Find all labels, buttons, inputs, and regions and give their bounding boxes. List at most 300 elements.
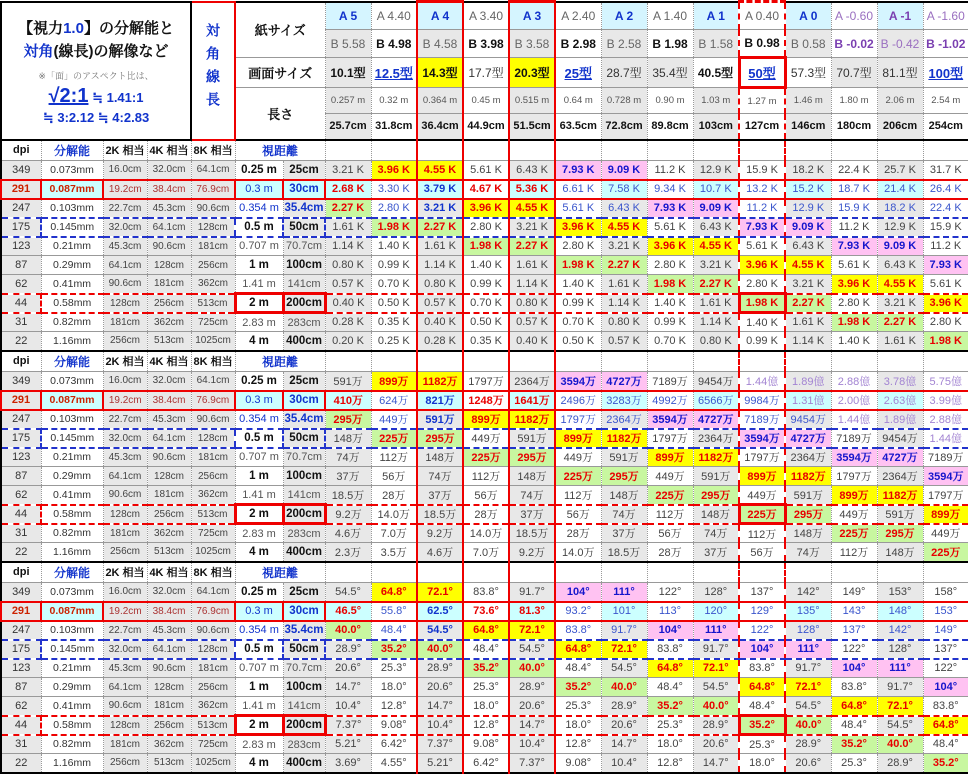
dpi-row6: 62	[1, 697, 41, 716]
cell-viewing-angle-r7-c3: 12.8°	[463, 716, 509, 735]
equiv-2k-row5: 64.1cm	[103, 256, 147, 275]
distance-cm-row3: 50cm	[283, 429, 325, 448]
equiv-2k-row5: 64.1cm	[103, 678, 147, 697]
cell-diagonal-resolution-k-r4-c4: 2.27 K	[509, 237, 555, 256]
cell-viewing-angle-r9-c7: 12.8°	[647, 754, 693, 773]
cell-viewing-angle-r0-c13: 158°	[923, 583, 968, 602]
distance-cm-row7: 200cm	[283, 505, 325, 524]
block2-header-spacer	[417, 562, 463, 583]
cell-diagonal-resolution-k-r3-c3: 2.80 K	[463, 218, 509, 237]
equiv-4k-row1: 38.4cm	[147, 180, 191, 199]
equiv-2k-row7: 128cm	[103, 294, 147, 313]
cell-pixel-count-r1-c13: 3.99億	[923, 391, 968, 410]
distance-cm-row5: 100cm	[283, 256, 325, 275]
equiv-8k-row6: 362cm	[191, 697, 235, 716]
distance-m-row4: 0.707 m	[235, 448, 283, 467]
resolution-row5: 0.29mm	[41, 256, 103, 275]
paper-b-col7: B 1.98	[647, 30, 693, 58]
cell-diagonal-resolution-k-r5-c2: 1.14 K	[417, 256, 463, 275]
distance-cm-row6: 141cm	[283, 697, 325, 716]
equiv-8k-row1: 76.9cm	[191, 180, 235, 199]
cell-pixel-count-r5-c1: 56万	[371, 467, 417, 486]
cell-diagonal-resolution-k-r0-c2: 4.55 K	[417, 161, 463, 180]
distance-m-row0: 0.25 m	[235, 583, 283, 602]
cell-pixel-count-r5-c8: 591万	[693, 467, 739, 486]
cell-diagonal-resolution-k-r5-c4: 1.61 K	[509, 256, 555, 275]
cell-viewing-angle-r1-c12: 148°	[877, 602, 923, 621]
equiv-2k-row0: 16.0cm	[103, 372, 147, 391]
acuity-value: 1.0	[63, 20, 84, 37]
cell-pixel-count-r2-c8: 4727万	[693, 410, 739, 429]
cell-pixel-count-r9-c1: 3.5万	[371, 543, 417, 562]
cell-pixel-count-r7-c4: 37万	[509, 505, 555, 524]
cell-diagonal-resolution-k-r3-c0: 1.61 K	[325, 218, 371, 237]
block2-header-spacer	[555, 562, 601, 583]
resolution-row7: 0.58mm	[41, 716, 103, 735]
cell-viewing-angle-r9-c12: 28.9°	[877, 754, 923, 773]
cell-diagonal-resolution-k-r1-c7: 9.34 K	[647, 180, 693, 199]
paper-a-col10: A 0	[785, 2, 831, 30]
screen-size-col6: 28.7型	[601, 58, 647, 88]
cell-diagonal-resolution-k-r8-c5: 0.70 K	[555, 313, 601, 332]
paper-b-col1: B 4.98	[371, 30, 417, 58]
paper-size-label: 紙サイズ	[235, 2, 325, 58]
resolution-row0: 0.073mm	[41, 161, 103, 180]
cell-pixel-count-r4-c13: 7189万	[923, 448, 968, 467]
cell-diagonal-resolution-k-r0-c13: 31.7 K	[923, 161, 968, 180]
cell-diagonal-resolution-k-r4-c13: 11.2 K	[923, 237, 968, 256]
equiv-4k-row1: 38.4cm	[147, 391, 191, 410]
cell-pixel-count-r5-c10: 1182万	[785, 467, 831, 486]
cell-diagonal-resolution-k-r2-c12: 18.2 K	[877, 199, 923, 218]
cell-diagonal-resolution-k-r6-c2: 0.80 K	[417, 275, 463, 294]
col-header-8k: 8K 相当	[191, 562, 235, 583]
length-cm-col4: 51.5cm	[509, 114, 555, 140]
cell-viewing-angle-r7-c8: 28.9°	[693, 716, 739, 735]
block2-header-spacer	[693, 562, 739, 583]
cell-viewing-angle-r9-c9: 18.0°	[739, 754, 785, 773]
cell-viewing-angle-r2-c2: 54.5°	[417, 621, 463, 640]
block1-header-spacer	[877, 351, 923, 372]
cell-diagonal-resolution-k-r3-c10: 9.09 K	[785, 218, 831, 237]
equiv-2k-row2: 22.7cm	[103, 199, 147, 218]
distance-cm-row5: 100cm	[283, 678, 325, 697]
cell-viewing-angle-r7-c4: 14.7°	[509, 716, 555, 735]
cell-diagonal-resolution-k-r1-c10: 15.2 K	[785, 180, 831, 199]
equiv-8k-row5: 256cm	[191, 467, 235, 486]
equiv-2k-row3: 32.0cm	[103, 640, 147, 659]
cell-viewing-angle-r8-c0: 5.21°	[325, 735, 371, 754]
cell-viewing-angle-r2-c3: 64.8°	[463, 621, 509, 640]
cell-diagonal-resolution-k-r9-c0: 0.20 K	[325, 332, 371, 351]
distance-m-row4: 0.707 m	[235, 659, 283, 678]
cell-diagonal-resolution-k-r5-c3: 1.40 K	[463, 256, 509, 275]
cell-diagonal-resolution-k-r3-c12: 12.9 K	[877, 218, 923, 237]
block1-header-spacer	[739, 351, 785, 372]
cell-pixel-count-r2-c7: 3594万	[647, 410, 693, 429]
distance-cm-row0: 25cm	[283, 161, 325, 180]
cell-viewing-angle-r3-c1: 35.2°	[371, 640, 417, 659]
resolution-row6: 0.41mm	[41, 275, 103, 294]
cell-viewing-angle-r9-c2: 5.21°	[417, 754, 463, 773]
cell-viewing-angle-r7-c12: 54.5°	[877, 716, 923, 735]
cell-diagonal-resolution-k-r5-c5: 1.98 K	[555, 256, 601, 275]
screen-size-col3: 17.7型	[463, 58, 509, 88]
cell-pixel-count-r9-c12: 148万	[877, 543, 923, 562]
cell-pixel-count-r1-c10: 1.31億	[785, 391, 831, 410]
distance-m-row3: 0.5 m	[235, 218, 283, 237]
cell-viewing-angle-r8-c13: 48.4°	[923, 735, 968, 754]
cell-pixel-count-r0-c4: 2364万	[509, 372, 555, 391]
cell-viewing-angle-r2-c5: 83.8°	[555, 621, 601, 640]
equiv-2k-row1: 19.2cm	[103, 180, 147, 199]
cell-viewing-angle-r4-c2: 28.9°	[417, 659, 463, 678]
distance-cm-row7: 200cm	[283, 716, 325, 735]
paper-a-col0: A 5	[325, 2, 371, 30]
cell-diagonal-resolution-k-r2-c4: 4.55 K	[509, 199, 555, 218]
cell-diagonal-resolution-k-r7-c4: 0.80 K	[509, 294, 555, 313]
cell-diagonal-resolution-k-r5-c7: 2.80 K	[647, 256, 693, 275]
cell-viewing-angle-r6-c11: 64.8°	[831, 697, 877, 716]
paper-b-col8: B 1.58	[693, 30, 739, 58]
cell-diagonal-resolution-k-r1-c4: 5.36 K	[509, 180, 555, 199]
col-header-dpi: dpi	[1, 562, 41, 583]
cell-pixel-count-r8-c7: 56万	[647, 524, 693, 543]
equiv-4k-row6: 181cm	[147, 697, 191, 716]
cell-viewing-angle-r5-c12: 91.7°	[877, 678, 923, 697]
distance-cm-row3: 50cm	[283, 218, 325, 237]
distance-m-row1: 0.3 m	[235, 602, 283, 621]
cell-pixel-count-r8-c1: 7.0万	[371, 524, 417, 543]
screen-size-col5: 25型	[555, 58, 601, 88]
cell-pixel-count-r1-c0: 410万	[325, 391, 371, 410]
block1-header-spacer	[647, 351, 693, 372]
equiv-8k-row4: 181cm	[191, 237, 235, 256]
cell-viewing-angle-r7-c5: 18.0°	[555, 716, 601, 735]
dpi-row3: 175	[1, 218, 41, 237]
cell-viewing-angle-r0-c1: 64.8°	[371, 583, 417, 602]
dpi-row6: 62	[1, 486, 41, 505]
equiv-2k-row6: 90.6cm	[103, 697, 147, 716]
dpi-row2: 247	[1, 199, 41, 218]
distance-m-row5: 1 m	[235, 678, 283, 697]
cell-viewing-angle-r5-c8: 54.5°	[693, 678, 739, 697]
distance-cm-row3: 50cm	[283, 640, 325, 659]
resolution-row0: 0.073mm	[41, 372, 103, 391]
cell-diagonal-resolution-k-r4-c3: 1.98 K	[463, 237, 509, 256]
cell-viewing-angle-r4-c7: 64.8°	[647, 659, 693, 678]
cell-pixel-count-r7-c11: 449万	[831, 505, 877, 524]
dpi-row8: 31	[1, 524, 41, 543]
cell-pixel-count-r7-c6: 74万	[601, 505, 647, 524]
cell-diagonal-resolution-k-r5-c12: 6.43 K	[877, 256, 923, 275]
cell-diagonal-resolution-k-r2-c11: 15.9 K	[831, 199, 877, 218]
cell-pixel-count-r0-c12: 3.78億	[877, 372, 923, 391]
block0-header-spacer	[877, 140, 923, 161]
cell-viewing-angle-r2-c12: 142°	[877, 621, 923, 640]
cell-diagonal-resolution-k-r2-c6: 6.43 K	[601, 199, 647, 218]
cell-diagonal-resolution-k-r1-c1: 3.30 K	[371, 180, 417, 199]
dpi-row0: 349	[1, 161, 41, 180]
resolution-row6: 0.41mm	[41, 486, 103, 505]
block2-header-spacer	[371, 562, 417, 583]
cell-pixel-count-r8-c5: 28万	[555, 524, 601, 543]
cell-diagonal-resolution-k-r2-c5: 5.61 K	[555, 199, 601, 218]
cell-diagonal-resolution-k-r8-c11: 1.98 K	[831, 313, 877, 332]
cell-pixel-count-r1-c5: 2496万	[555, 391, 601, 410]
cell-diagonal-resolution-k-r6-c11: 3.96 K	[831, 275, 877, 294]
cell-viewing-angle-r4-c6: 54.5°	[601, 659, 647, 678]
equiv-8k-row8: 725cm	[191, 735, 235, 754]
screen-size-col10: 57.3型	[785, 58, 831, 88]
cell-diagonal-resolution-k-r6-c1: 0.70 K	[371, 275, 417, 294]
cell-viewing-angle-r3-c0: 28.9°	[325, 640, 371, 659]
cell-diagonal-resolution-k-r9-c13: 1.98 K	[923, 332, 968, 351]
cell-viewing-angle-r7-c1: 9.08°	[371, 716, 417, 735]
equiv-2k-row9: 256cm	[103, 754, 147, 773]
equiv-8k-row0: 64.1cm	[191, 583, 235, 602]
cell-viewing-angle-r4-c13: 122°	[923, 659, 968, 678]
distance-cm-row1: 30cm	[283, 391, 325, 410]
cell-viewing-angle-r5-c11: 83.8°	[831, 678, 877, 697]
title-box	[1, 2, 191, 140]
cell-diagonal-resolution-k-r5-c10: 4.55 K	[785, 256, 831, 275]
cell-viewing-angle-r9-c4: 7.37°	[509, 754, 555, 773]
cell-diagonal-resolution-k-r4-c7: 3.96 K	[647, 237, 693, 256]
equiv-2k-row1: 19.2cm	[103, 602, 147, 621]
cell-diagonal-resolution-k-r9-c11: 1.40 K	[831, 332, 877, 351]
cell-diagonal-resolution-k-r0-c11: 22.4 K	[831, 161, 877, 180]
equiv-8k-row2: 90.6cm	[191, 621, 235, 640]
equiv-4k-row7: 256cm	[147, 294, 191, 313]
block0-header-spacer	[785, 140, 831, 161]
cell-pixel-count-r8-c10: 148万	[785, 524, 831, 543]
page-subtitle	[2, 40, 190, 61]
cell-diagonal-resolution-k-r8-c4: 0.57 K	[509, 313, 555, 332]
col-header-8k: 8K 相当	[191, 351, 235, 372]
cell-diagonal-resolution-k-r2-c9: 11.2 K	[739, 199, 785, 218]
block1-header-spacer	[463, 351, 509, 372]
cell-viewing-angle-r3-c12: 128°	[877, 640, 923, 659]
cell-viewing-angle-r2-c9: 122°	[739, 621, 785, 640]
cell-pixel-count-r3-c11: 7189万	[831, 429, 877, 448]
paper-b-col4: B 3.58	[509, 30, 555, 58]
length-cm-col8: 103cm	[693, 114, 739, 140]
cell-viewing-angle-r4-c5: 48.4°	[555, 659, 601, 678]
cell-viewing-angle-r6-c9: 48.4°	[739, 697, 785, 716]
cell-diagonal-resolution-k-r4-c11: 7.93 K	[831, 237, 877, 256]
cell-pixel-count-r0-c9: 1.44億	[739, 372, 785, 391]
cell-viewing-angle-r2-c10: 128°	[785, 621, 831, 640]
cell-pixel-count-r3-c13: 1.44億	[923, 429, 968, 448]
cell-diagonal-resolution-k-r0-c8: 12.9 K	[693, 161, 739, 180]
equiv-4k-row6: 181cm	[147, 275, 191, 294]
dpi-row3: 175	[1, 429, 41, 448]
length-cm-col9: 127cm	[739, 114, 785, 140]
cell-pixel-count-r8-c2: 9.2万	[417, 524, 463, 543]
paper-b-col5: B 2.98	[555, 30, 601, 58]
paper-a-col4: A 3	[509, 2, 555, 30]
resolution-row8: 0.82mm	[41, 735, 103, 754]
cell-viewing-angle-r9-c11: 25.3°	[831, 754, 877, 773]
cell-viewing-angle-r8-c4: 10.4°	[509, 735, 555, 754]
cell-pixel-count-r9-c11: 112万	[831, 543, 877, 562]
cell-viewing-angle-r7-c10: 40.0°	[785, 716, 831, 735]
dpi-row4: 123	[1, 448, 41, 467]
cell-pixel-count-r6-c13: 1797万	[923, 486, 968, 505]
cell-pixel-count-r5-c7: 449万	[647, 467, 693, 486]
cell-viewing-angle-r5-c7: 48.4°	[647, 678, 693, 697]
cell-diagonal-resolution-k-r8-c1: 0.35 K	[371, 313, 417, 332]
cell-diagonal-resolution-k-r7-c3: 0.70 K	[463, 294, 509, 313]
length-cm-col5: 63.5cm	[555, 114, 601, 140]
length-label: 長さ	[235, 88, 325, 140]
cell-viewing-angle-r5-c0: 14.7°	[325, 678, 371, 697]
cell-diagonal-resolution-k-r0-c12: 25.7 K	[877, 161, 923, 180]
cell-viewing-angle-r4-c8: 72.1°	[693, 659, 739, 678]
cell-viewing-angle-r6-c12: 72.1°	[877, 697, 923, 716]
cell-pixel-count-r4-c5: 449万	[555, 448, 601, 467]
length-cm-col7: 89.8cm	[647, 114, 693, 140]
cell-diagonal-resolution-k-r7-c5: 0.99 K	[555, 294, 601, 313]
cell-diagonal-resolution-k-r2-c3: 3.96 K	[463, 199, 509, 218]
cell-viewing-angle-r7-c6: 20.6°	[601, 716, 647, 735]
cell-pixel-count-r3-c6: 1182万	[601, 429, 647, 448]
col-header-2k: 2K 相当	[103, 562, 147, 583]
cell-viewing-angle-r6-c7: 35.2°	[647, 697, 693, 716]
cell-pixel-count-r7-c7: 112万	[647, 505, 693, 524]
block2-header-spacer	[739, 562, 785, 583]
cell-viewing-angle-r1-c11: 143°	[831, 602, 877, 621]
screen-size-col11: 70.7型	[831, 58, 877, 88]
resolution-row0: 0.073mm	[41, 583, 103, 602]
cell-diagonal-resolution-k-r6-c10: 3.21 K	[785, 275, 831, 294]
cell-diagonal-resolution-k-r1-c9: 13.2 K	[739, 180, 785, 199]
cell-viewing-angle-r2-c4: 72.1°	[509, 621, 555, 640]
paper-a-col7: A 1.40	[647, 2, 693, 30]
cell-viewing-angle-r3-c7: 83.8°	[647, 640, 693, 659]
cell-diagonal-resolution-k-r9-c10: 1.14 K	[785, 332, 831, 351]
cell-viewing-angle-r9-c3: 6.42°	[463, 754, 509, 773]
resolution-row4: 0.21mm	[41, 659, 103, 678]
subtitle-rest: (線長)の解像など	[53, 43, 169, 60]
screen-size-col8: 40.5型	[693, 58, 739, 88]
equiv-8k-row7: 513cm	[191, 505, 235, 524]
cell-diagonal-resolution-k-r1-c8: 10.7 K	[693, 180, 739, 199]
equiv-4k-row3: 64.1cm	[147, 218, 191, 237]
distance-m-row5: 1 m	[235, 467, 283, 486]
cell-viewing-angle-r0-c5: 104°	[555, 583, 601, 602]
equiv-2k-row7: 128cm	[103, 505, 147, 524]
cell-viewing-angle-r1-c3: 73.6°	[463, 602, 509, 621]
paper-a-col3: A 3.40	[463, 2, 509, 30]
cell-pixel-count-r1-c4: 1641万	[509, 391, 555, 410]
block2-header-spacer	[601, 562, 647, 583]
cell-pixel-count-r7-c10: 295万	[785, 505, 831, 524]
equiv-2k-row7: 128cm	[103, 716, 147, 735]
cell-diagonal-resolution-k-r4-c9: 5.61 K	[739, 237, 785, 256]
cell-diagonal-resolution-k-r1-c13: 26.4 K	[923, 180, 968, 199]
cell-pixel-count-r0-c2: 1182万	[417, 372, 463, 391]
distance-m-row9: 4 m	[235, 332, 283, 351]
cell-viewing-angle-r8-c3: 9.08°	[463, 735, 509, 754]
equiv-4k-row5: 128cm	[147, 467, 191, 486]
length-m-col5: 0.64 m	[555, 88, 601, 114]
cell-pixel-count-r9-c9: 56万	[739, 543, 785, 562]
equiv-2k-row0: 16.0cm	[103, 583, 147, 602]
resolution-row4: 0.21mm	[41, 237, 103, 256]
cell-diagonal-resolution-k-r8-c9: 1.40 K	[739, 313, 785, 332]
cell-pixel-count-r8-c9: 112万	[739, 524, 785, 543]
cell-viewing-angle-r6-c6: 28.9°	[601, 697, 647, 716]
equiv-2k-row3: 32.0cm	[103, 429, 147, 448]
cell-viewing-angle-r5-c9: 64.8°	[739, 678, 785, 697]
cell-diagonal-resolution-k-r6-c12: 4.55 K	[877, 275, 923, 294]
cell-diagonal-resolution-k-r8-c7: 0.99 K	[647, 313, 693, 332]
equiv-4k-row9: 513cm	[147, 543, 191, 562]
cell-viewing-angle-r4-c12: 111°	[877, 659, 923, 678]
cell-diagonal-resolution-k-r4-c5: 2.80 K	[555, 237, 601, 256]
cell-pixel-count-r4-c2: 148万	[417, 448, 463, 467]
ratio-approx: ≒ 1.41:1	[92, 90, 144, 105]
cell-pixel-count-r6-c7: 225万	[647, 486, 693, 505]
block0-header-spacer	[601, 140, 647, 161]
cell-diagonal-resolution-k-r5-c11: 5.61 K	[831, 256, 877, 275]
screen-size-col4: 20.3型	[509, 58, 555, 88]
equiv-4k-row9: 513cm	[147, 332, 191, 351]
block2-header-spacer	[831, 562, 877, 583]
block2-header-spacer	[785, 562, 831, 583]
resolution-row1: 0.087mm	[41, 602, 103, 621]
equiv-4k-row3: 64.1cm	[147, 429, 191, 448]
cell-diagonal-resolution-k-r6-c4: 1.14 K	[509, 275, 555, 294]
cell-pixel-count-r3-c10: 4727万	[785, 429, 831, 448]
cell-viewing-angle-r6-c1: 12.8°	[371, 697, 417, 716]
distance-cm-row0: 25cm	[283, 372, 325, 391]
dpi-row9: 22	[1, 543, 41, 562]
cell-viewing-angle-r3-c11: 122°	[831, 640, 877, 659]
cell-viewing-angle-r8-c12: 40.0°	[877, 735, 923, 754]
cell-pixel-count-r2-c0: 295万	[325, 410, 371, 429]
paper-a-col1: A 4.40	[371, 2, 417, 30]
dpi-row1: 291	[1, 602, 41, 621]
distance-m-row8: 2.83 m	[235, 735, 283, 754]
cell-diagonal-resolution-k-r8-c8: 1.14 K	[693, 313, 739, 332]
cell-diagonal-resolution-k-r0-c4: 6.43 K	[509, 161, 555, 180]
block1-header-spacer	[831, 351, 877, 372]
screen-size-col9: 50型	[739, 58, 785, 88]
distance-cm-row8: 283cm	[283, 735, 325, 754]
equiv-4k-row2: 45.3cm	[147, 410, 191, 429]
cell-pixel-count-r0-c8: 9454万	[693, 372, 739, 391]
col-header-distance: 視距離	[235, 562, 325, 583]
cell-pixel-count-r5-c12: 2364万	[877, 467, 923, 486]
paper-b-col12: B -0.42	[877, 30, 923, 58]
equiv-4k-row8: 362cm	[147, 735, 191, 754]
screen-size-col7: 35.4型	[647, 58, 693, 88]
cell-pixel-count-r2-c1: 449万	[371, 410, 417, 429]
cell-viewing-angle-r6-c3: 18.0°	[463, 697, 509, 716]
block0-header-spacer	[417, 140, 463, 161]
paper-a-col2: A 4	[417, 2, 463, 30]
equiv-8k-row9: 1025cm	[191, 332, 235, 351]
cell-pixel-count-r5-c6: 295万	[601, 467, 647, 486]
cell-pixel-count-r1-c11: 2.00億	[831, 391, 877, 410]
cell-diagonal-resolution-k-r5-c9: 3.96 K	[739, 256, 785, 275]
cell-diagonal-resolution-k-r3-c8: 6.43 K	[693, 218, 739, 237]
cell-diagonal-resolution-k-r0-c0: 3.21 K	[325, 161, 371, 180]
cell-diagonal-resolution-k-r7-c13: 3.96 K	[923, 294, 968, 313]
